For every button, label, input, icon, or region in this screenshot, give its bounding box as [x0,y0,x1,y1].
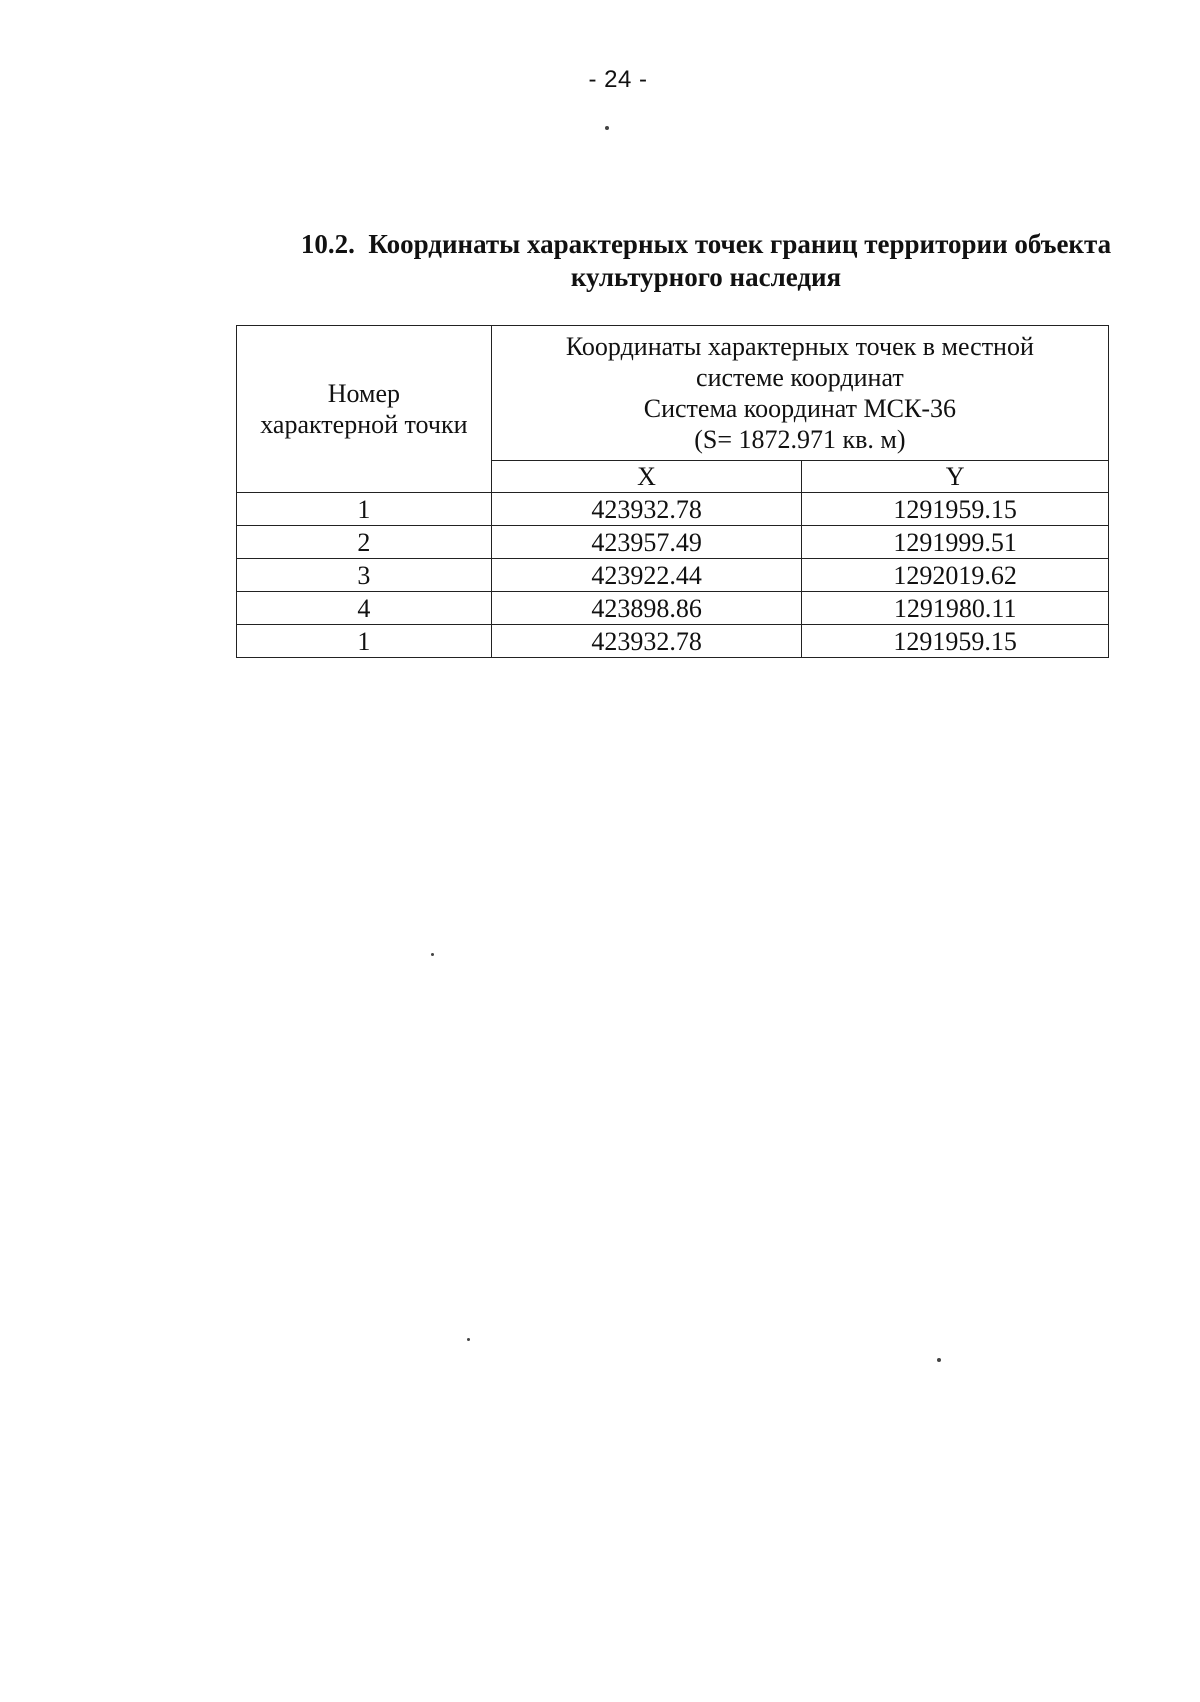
table-row [237,625,1109,658]
y-cell: 1291959.15 [802,625,1109,658]
point-cell: 2 [237,526,492,559]
point-header-line: характерной точки [260,410,468,439]
table-row [237,592,1109,625]
y-column-header: Y [802,461,1109,493]
coordinates-header [491,326,1108,461]
scan-speck [605,126,609,130]
page-number: - 24 - [588,66,648,93]
y-cell: 1291999.51 [802,526,1109,559]
section-title-line2: культурного наследия [570,262,842,292]
point-header-line: Номер [327,379,401,408]
x-cell: 423932.78 [491,493,802,526]
x-column-header: X [491,461,802,493]
x-cell: 423957.49 [491,526,802,559]
coords-header-line: системе координат [696,363,904,392]
coordinates-table [236,325,1109,658]
point-cell: 1 [237,493,492,526]
y-cell: 1291959.15 [802,493,1109,526]
point-cell: 4 [237,592,492,625]
coords-header-line: Координаты характерных точек в местной [565,332,1034,361]
scan-speck [467,1338,470,1341]
scan-speck [937,1358,941,1362]
coords-header-line: Система координат МСК-36 [643,394,956,423]
y-cell: 1291980.11 [802,592,1109,625]
section-title [236,228,1136,294]
x-cell: 423898.86 [491,592,802,625]
coords-header-line: (S= 1872.971 кв. м) [694,425,906,454]
scan-speck [431,953,434,956]
x-cell: 423932.78 [491,625,802,658]
x-cell: 423922.44 [491,559,802,592]
section-number: 10.2. [300,229,355,259]
table-row [237,559,1109,592]
point-cell: 1 [237,625,492,658]
section-title-line1: Координаты характерных точек границ территории объекта [368,229,1112,259]
y-cell: 1292019.62 [802,559,1109,592]
point-number-header [237,326,492,493]
point-cell: 3 [237,559,492,592]
table-row [237,526,1109,559]
table-row [237,493,1109,526]
